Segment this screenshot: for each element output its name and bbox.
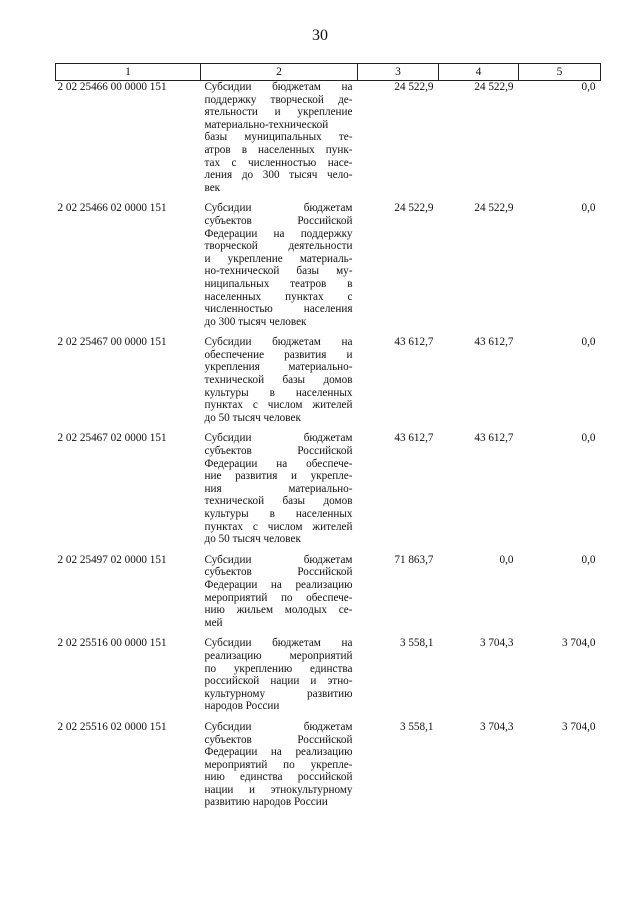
- column-header-3: 3: [358, 64, 439, 81]
- amount-column-5: 0,0: [581, 81, 596, 93]
- amount-column-3: 3 558,1: [399, 637, 434, 650]
- income-description: [201, 81, 358, 203]
- table-row: [56, 202, 601, 336]
- table-row: [56, 81, 601, 203]
- amount-column-4: 24 522,9: [474, 81, 514, 93]
- description-line: пунктах с числом жителей: [204, 520, 353, 533]
- income-description: [201, 637, 358, 721]
- income-code: 2 02 25466 02 0000 151: [57, 202, 167, 215]
- income-description: [201, 721, 358, 817]
- header-row: [56, 64, 601, 81]
- description-line: субъектов Российской: [204, 733, 353, 746]
- amount-column-5: 0,0: [581, 202, 596, 215]
- description-line: технической базы домов: [204, 374, 353, 387]
- amount-column-4: 3 704,3: [479, 637, 514, 650]
- description-line: век: [204, 181, 221, 194]
- amount-column-5: 0,0: [581, 432, 596, 445]
- amount-column-4: 3 704,3: [479, 720, 514, 733]
- income-code: 2 02 25516 00 0000 151: [57, 637, 167, 650]
- description-line: до 300 тысяч человек: [204, 315, 307, 328]
- description-line: субъектов Российской: [204, 445, 353, 458]
- description-line: по укреплению единства: [204, 662, 353, 675]
- description-line: народов России: [204, 700, 280, 713]
- description-line: Субсидии бюджетам на: [204, 81, 353, 93]
- description-line: поддержку творческой де-: [204, 93, 353, 106]
- description-line: культуры в населенных: [204, 386, 353, 399]
- description-line: Федерации на реализацию: [204, 746, 353, 759]
- amount-column-3: 43 612,7: [394, 432, 434, 445]
- description-line: Субсидии бюджетам: [204, 553, 353, 566]
- column-header-2: 2: [201, 64, 358, 81]
- budget-table: [55, 63, 601, 817]
- column-header-5: 5: [519, 64, 601, 81]
- income-description: [201, 336, 358, 432]
- income-description: [201, 432, 358, 553]
- description-line: нию единства российской: [204, 771, 353, 784]
- description-line: реализацию мероприятий: [204, 649, 353, 662]
- table-body: [56, 81, 601, 818]
- amount-column-4: 0,0: [499, 553, 514, 566]
- amount-column-3: 71 863,7: [394, 553, 434, 566]
- description-line: до 50 тысяч человек: [204, 533, 301, 546]
- amount-column-3: 3 558,1: [399, 720, 434, 733]
- amount-column-5: 0,0: [581, 553, 596, 566]
- column-header-4: 4: [439, 64, 519, 81]
- description-line: Федерации на реализацию: [204, 578, 353, 591]
- description-line: ятельности и укрепление: [204, 106, 353, 119]
- income-code: 2 02 25467 02 0000 151: [57, 432, 167, 445]
- table-row: [56, 432, 601, 553]
- column-header-1: 1: [56, 64, 201, 81]
- description-line: мероприятий по укрепле-: [204, 758, 353, 771]
- description-line: мероприятий по обеспече-: [204, 591, 353, 604]
- table-row: [56, 554, 601, 638]
- income-code: 2 02 25497 02 0000 151: [57, 553, 167, 566]
- description-line: ния материально-: [204, 482, 353, 495]
- description-line: до 50 тысяч человек: [204, 411, 301, 424]
- description-line: Субсидии бюджетам на: [204, 637, 353, 650]
- description-line: ления до 300 тысяч чело-: [204, 169, 353, 182]
- description-line: атров в населенных пунк-: [204, 143, 353, 156]
- description-line: российской нации и этно-: [204, 675, 353, 688]
- description-line: численностью населения: [204, 303, 353, 316]
- table-row: [56, 336, 601, 432]
- description-line: пунктах с числом жителей: [204, 399, 353, 412]
- amount-column-3: 24 522,9: [394, 202, 434, 215]
- description-line: субъектов Российской: [204, 214, 353, 227]
- amount-column-4: 43 612,7: [474, 336, 514, 349]
- amount-column-3: 24 522,9: [394, 81, 434, 93]
- amount-column-4: 43 612,7: [474, 432, 514, 445]
- description-line: технической базы домов: [204, 495, 353, 508]
- description-line: нию жильем молодых се-: [204, 604, 353, 617]
- table-row: [56, 721, 601, 817]
- table-row: [56, 637, 601, 721]
- income-code: 2 02 25466 00 0000 151: [57, 81, 167, 93]
- description-line: Федерации на поддержку: [204, 227, 353, 240]
- description-line: укрепления материально-: [204, 361, 353, 374]
- amount-column-5: 3 704,0: [561, 637, 596, 650]
- description-line: но-технической базы му-: [204, 265, 353, 278]
- description-line: нации и этнокультурному: [204, 783, 353, 796]
- page-number: 30: [312, 27, 328, 44]
- amount-column-3: 43 612,7: [394, 336, 434, 349]
- description-line: творческой деятельности: [204, 240, 353, 253]
- amount-column-4: 24 522,9: [474, 202, 514, 215]
- description-line: тах с численностью насе-: [204, 156, 353, 169]
- description-line: ние развития и укрепле-: [204, 470, 353, 483]
- description-line: ниципальных театров в: [204, 277, 353, 290]
- description-line: Субсидии бюджетам на: [204, 336, 353, 349]
- description-line: культурному развитию: [204, 687, 353, 700]
- description-line: культуры в населенных: [204, 508, 353, 520]
- description-line: Субсидии бюджетам: [204, 202, 353, 215]
- table-header: [56, 64, 601, 81]
- income-description: [201, 202, 358, 336]
- description-line: материально-технической: [204, 118, 329, 131]
- description-line: и укрепление материаль-: [204, 252, 353, 265]
- description-line: развитию народов России: [204, 796, 328, 809]
- income-code: 2 02 25516 02 0000 151: [57, 720, 167, 733]
- income-code: 2 02 25467 00 0000 151: [57, 336, 167, 349]
- income-description: [201, 554, 358, 638]
- description-line: Федерации на обеспече-: [204, 457, 353, 470]
- description-line: Субсидии бюджетам: [204, 720, 353, 733]
- description-line: обеспечение развития и: [204, 348, 353, 361]
- description-line: базы муниципальных те-: [204, 131, 353, 144]
- amount-column-5: 0,0: [581, 336, 596, 349]
- description-line: мей: [204, 616, 223, 629]
- description-line: населенных пунктах с: [204, 290, 353, 303]
- description-line: Субсидии бюджетам: [204, 432, 353, 445]
- amount-column-5: 3 704,0: [561, 720, 596, 733]
- description-line: субъектов Российской: [204, 566, 353, 579]
